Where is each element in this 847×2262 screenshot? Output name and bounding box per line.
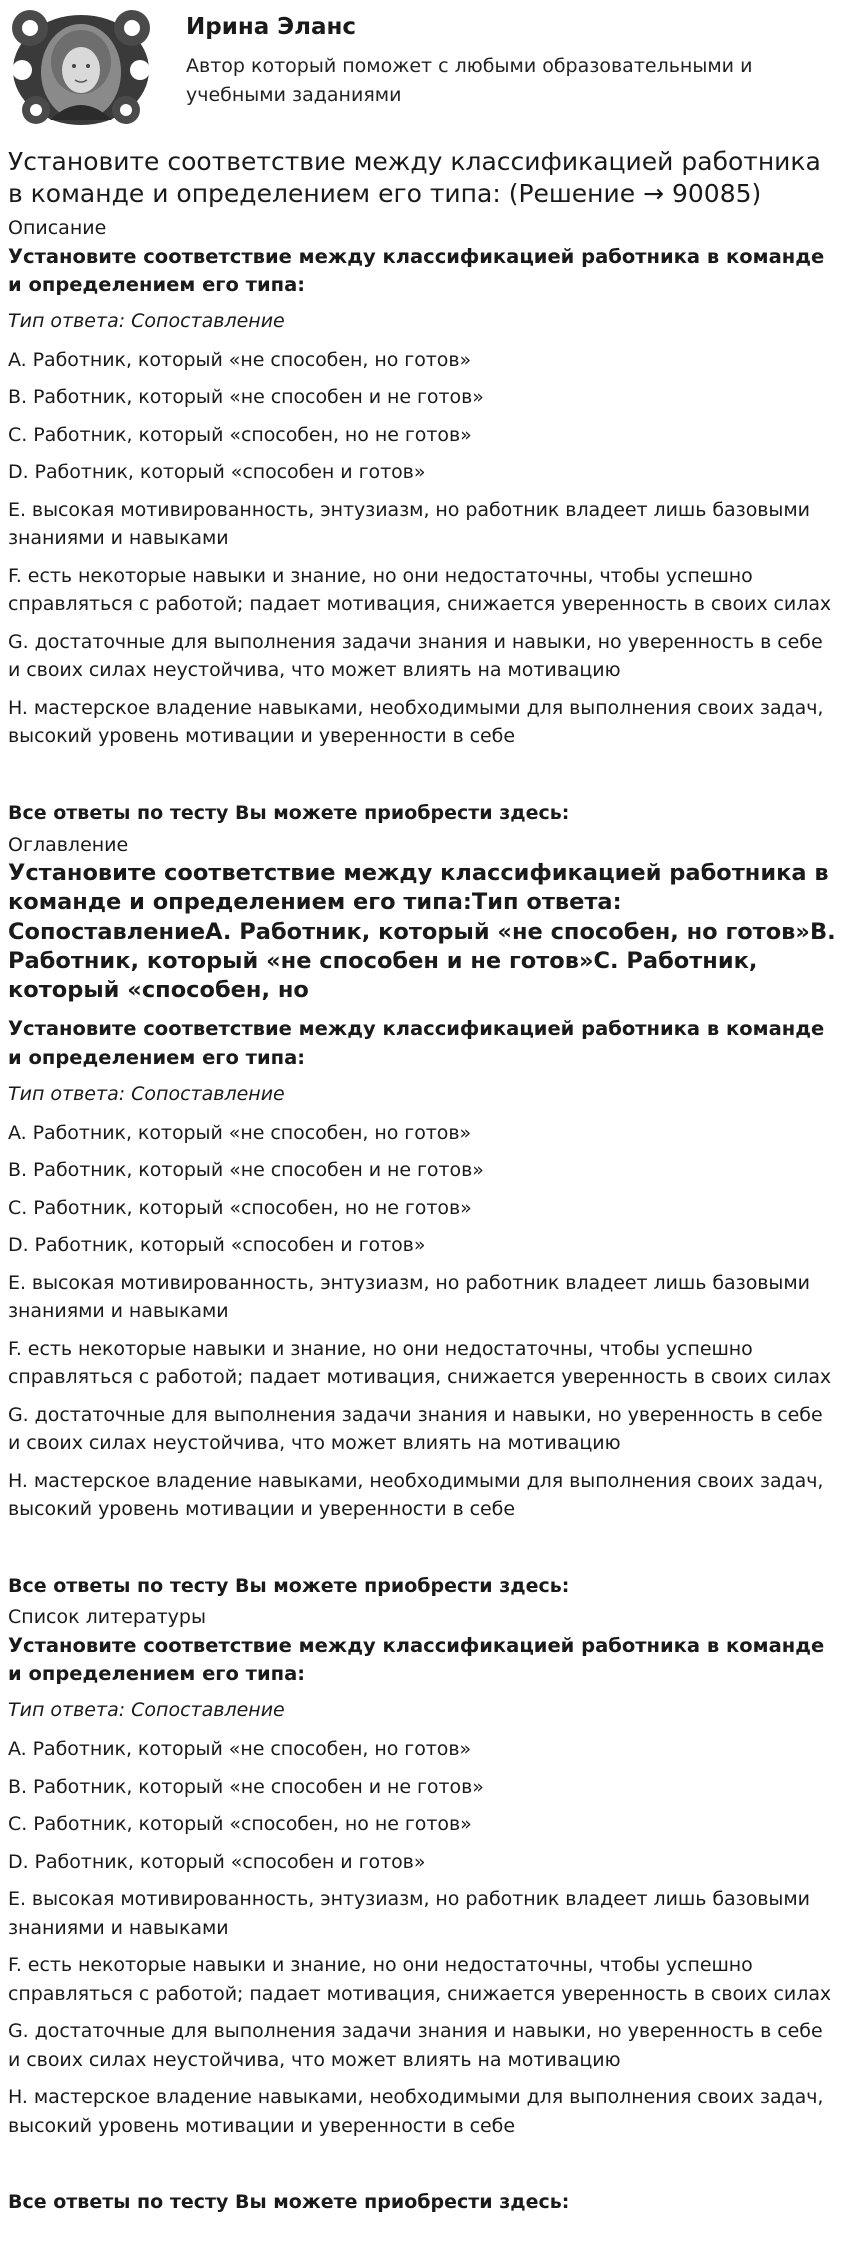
buy-answers-text: Все ответы по тесту Вы можете приобрести здесь: (8, 2191, 570, 2214)
toc-section (8, 833, 839, 1600)
option-h: H. мастерское владение навыками, необходимыми для выполнения своих задач, высокий уровень мотивации и уверенности в себе (8, 1469, 824, 1521)
option-c: C. Работник, который «способен, но не готов» (8, 1813, 472, 1836)
author-info (186, 6, 796, 110)
description-section (8, 216, 839, 827)
answer-type: Тип ответа: Сопоставление (8, 1699, 285, 1722)
spacer (8, 2149, 839, 2189)
answer-type: Тип ответа: Сопоставление (8, 310, 285, 333)
option-a: A. Работник, который «не способен, но готов» (8, 1738, 472, 1761)
section-label-literature: Список литературы (8, 1606, 206, 1629)
page-title: Установите соответствие между классификацией работника в команде и определением его типа: (Решение → 90085) (8, 147, 821, 208)
option-d: D. Работник, который «способен и готов» (8, 1234, 426, 1257)
author-block (8, 0, 839, 134)
author-description: Автор который поможет с любыми образовательными и учебными заданиями (186, 54, 753, 107)
buy-answers-text: Все ответы по тесту Вы можете приобрести здесь: (8, 801, 570, 824)
toc-heading: Установите соответствие между классификацией работника в команде и определением его типа:Тип ответа: СопоставлениеA. Работник, который «не способен, но готов»B. Работник, который «не способен и не готов»C. Работник, который «способен, но (8, 860, 836, 1004)
option-b: B. Работник, который «не способен и не готов» (8, 1159, 484, 1182)
literature-section (8, 1605, 839, 2216)
option-d: D. Работник, который «способен и готов» (8, 1850, 426, 1873)
question-heading: Установите соответствие между классификацией работника в команде и определением его типа: (8, 1633, 825, 1686)
author-name[interactable]: Ирина Эланс (186, 14, 357, 40)
option-c: C. Работник, который «способен, но не готов» (8, 1196, 472, 1219)
option-g: G. достаточные для выполнения задачи знания и навыки, но уверенность в себе и своих силах неустойчива, что может влиять на мотивацию (8, 1403, 823, 1455)
author-avatar[interactable] (8, 6, 154, 131)
option-e: E. высокая мотивированность, энтузиазм, но работник владеет лишь базовыми знаниями и навыками (8, 1888, 810, 1939)
question-heading: Установите соответствие между классификацией работника в команде и определением его типа: (8, 1017, 825, 1069)
option-d: D. Работник, который «способен и готов» (8, 461, 426, 484)
section-label-toc: Оглавление (8, 833, 129, 856)
option-b: B. Работник, который «не способен и не готов» (8, 1775, 484, 1798)
spacer (8, 760, 839, 800)
option-h: H. мастерское владение навыками, необходимыми для выполнения своих задач, высокий уровень мотивации и уверенности в себе (8, 696, 824, 748)
section-label-description: Описание (8, 217, 107, 239)
option-g: G. достаточные для выполнения задачи знания и навыки, но уверенность в себе и своих силах неустойчива, что может влиять на мотивацию (8, 2020, 823, 2071)
option-b: B. Работник, который «не способен и не готов» (8, 386, 484, 409)
answer-type: Тип ответа: Сопоставление (8, 1082, 285, 1105)
option-f: F. есть некоторые навыки и знание, но они недостаточны, чтобы успешно справляться с работой; падает мотивация, снижается уверенность в своих силах (8, 1337, 832, 1389)
option-c: C. Работник, который «способен, но не готов» (8, 423, 472, 446)
option-e: E. высокая мотивированность, энтузиазм, но работник владеет лишь базовыми знаниями и навыками (8, 1271, 810, 1323)
option-a: A. Работник, который «не способен, но готов» (8, 348, 472, 371)
buy-answers-text: Все ответы по тесту Вы можете приобрести здесь: (8, 1574, 570, 1597)
option-f: F. есть некоторые навыки и знание, но они недостаточны, чтобы успешно справляться с работой; падает мотивация, снижается уверенность в своих силах (8, 564, 832, 616)
question-heading: Установите соответствие между классификацией работника в команде и определением его типа: (8, 244, 825, 296)
option-f: F. есть некоторые навыки и знание, но они недостаточны, чтобы успешно справляться с работой; падает мотивация, снижается уверенность в своих силах (8, 1954, 832, 2005)
option-h: H. мастерское владение навыками, необходимыми для выполнения своих задач, высокий уровень мотивации и уверенности в себе (8, 2086, 824, 2137)
option-g: G. достаточные для выполнения задачи знания и навыки, но уверенность в себе и своих силах неустойчива, что может влиять на мотивацию (8, 630, 823, 682)
option-e: E. высокая мотивированность, энтузиазм, но работник владеет лишь базовыми знаниями и навыками (8, 498, 810, 550)
option-a: A. Работник, который «не способен, но готов» (8, 1121, 472, 1144)
spacer (8, 1533, 839, 1573)
